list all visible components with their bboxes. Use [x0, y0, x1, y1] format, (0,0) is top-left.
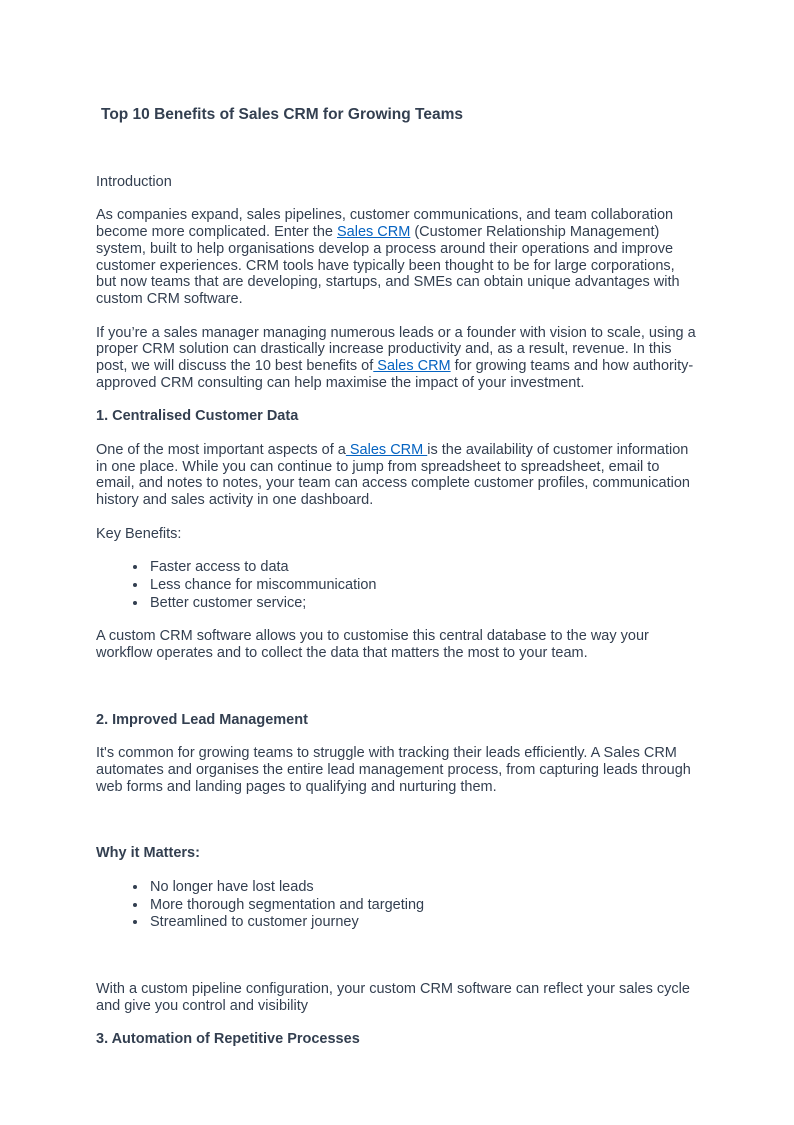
paragraph [96, 174, 698, 191]
text-run: As companies expand, sales pipelines, customer communications, and team collaboration become more complicated. Enter the [96, 207, 674, 241]
empty-paragraph [96, 948, 698, 964]
sales-crm-link[interactable]: Sales CRM [336, 224, 411, 241]
section-heading: Why it Matters: [96, 845, 200, 862]
bullet-list [96, 879, 698, 931]
text-run: If you’re a sales manager managing numerous leads or a founder with vision to scale, using a proper CRM solution can drastically increase productivity and, as a result, revenue. In this post, we will discuss the 10 best benefits of [96, 324, 696, 374]
paragraph [96, 442, 698, 509]
document-title: Top 10 Benefits of Sales CRM for Growing Teams [101, 106, 464, 123]
text-run: It's common for growing teams to struggle with tracking their leads efficiently. A Sales CRM automates and organises the entire lead management process, from capturing leads through web forms and landing pages to qualifying and nurturing them. [96, 745, 691, 795]
section-heading: 1. Centralised Customer Data [96, 408, 299, 425]
list-item: • More thorough segmentation and targeting [148, 897, 698, 914]
list-item: • No longer have lost leads [148, 879, 698, 896]
list-item: • Streamlined to customer journey [148, 914, 698, 931]
document-body [96, 106, 698, 1048]
text-run: One of the most important aspects of a [96, 441, 346, 458]
text-run: With a custom pipeline configuration, your custom CRM software can reflect your sales cycle and give you control and visibility [96, 980, 690, 1014]
empty-paragraph [96, 812, 698, 828]
list-item: • Less chance for miscommunication [148, 577, 698, 594]
text-run: (Customer Relationship Management) system, built to help organisations develop a process around their operations and improve customer experiences. CRM tools have typically been thought to be for large corporations, but now teams that are developing, startups, and SMEs can obtain unique advantages with custom CRM software. [96, 224, 680, 307]
sales-crm-link[interactable]: Sales CRM [345, 441, 428, 458]
paragraph [96, 981, 698, 1014]
paragraph [96, 526, 698, 543]
paragraph [96, 207, 698, 307]
section-heading: 2. Improved Lead Management [96, 711, 308, 728]
text-run: A custom CRM software allows you to customise this central database to the way your workflow operates and to collect the data that matters the most to your team. [96, 628, 649, 661]
list-item: • Faster access to data [148, 559, 698, 576]
list-item: • Better customer service; [148, 595, 698, 612]
empty-paragraph [96, 679, 698, 695]
section-heading: 3. Automation of Repetitive Processes [96, 1031, 360, 1048]
text-run: is the availability of customer information in one place. While you can continue to jump from spreadsheet to spreadsheet, email to email, and notes to notes, your team can access complete customer profiles, communication history and sales activity in one dashboard. [96, 441, 690, 508]
empty-paragraph [96, 141, 698, 157]
paragraph [96, 325, 698, 392]
text-run: for growing teams and how authority-approved CRM consulting can help maximise the impact of your investment. [96, 357, 694, 391]
paragraph [96, 745, 698, 795]
text-run: Key Benefits: [96, 525, 182, 542]
text-run: Introduction [96, 173, 172, 190]
sales-crm-link[interactable]: Sales CRM [373, 357, 451, 374]
bullet-list [96, 559, 698, 611]
paragraph [96, 628, 698, 661]
